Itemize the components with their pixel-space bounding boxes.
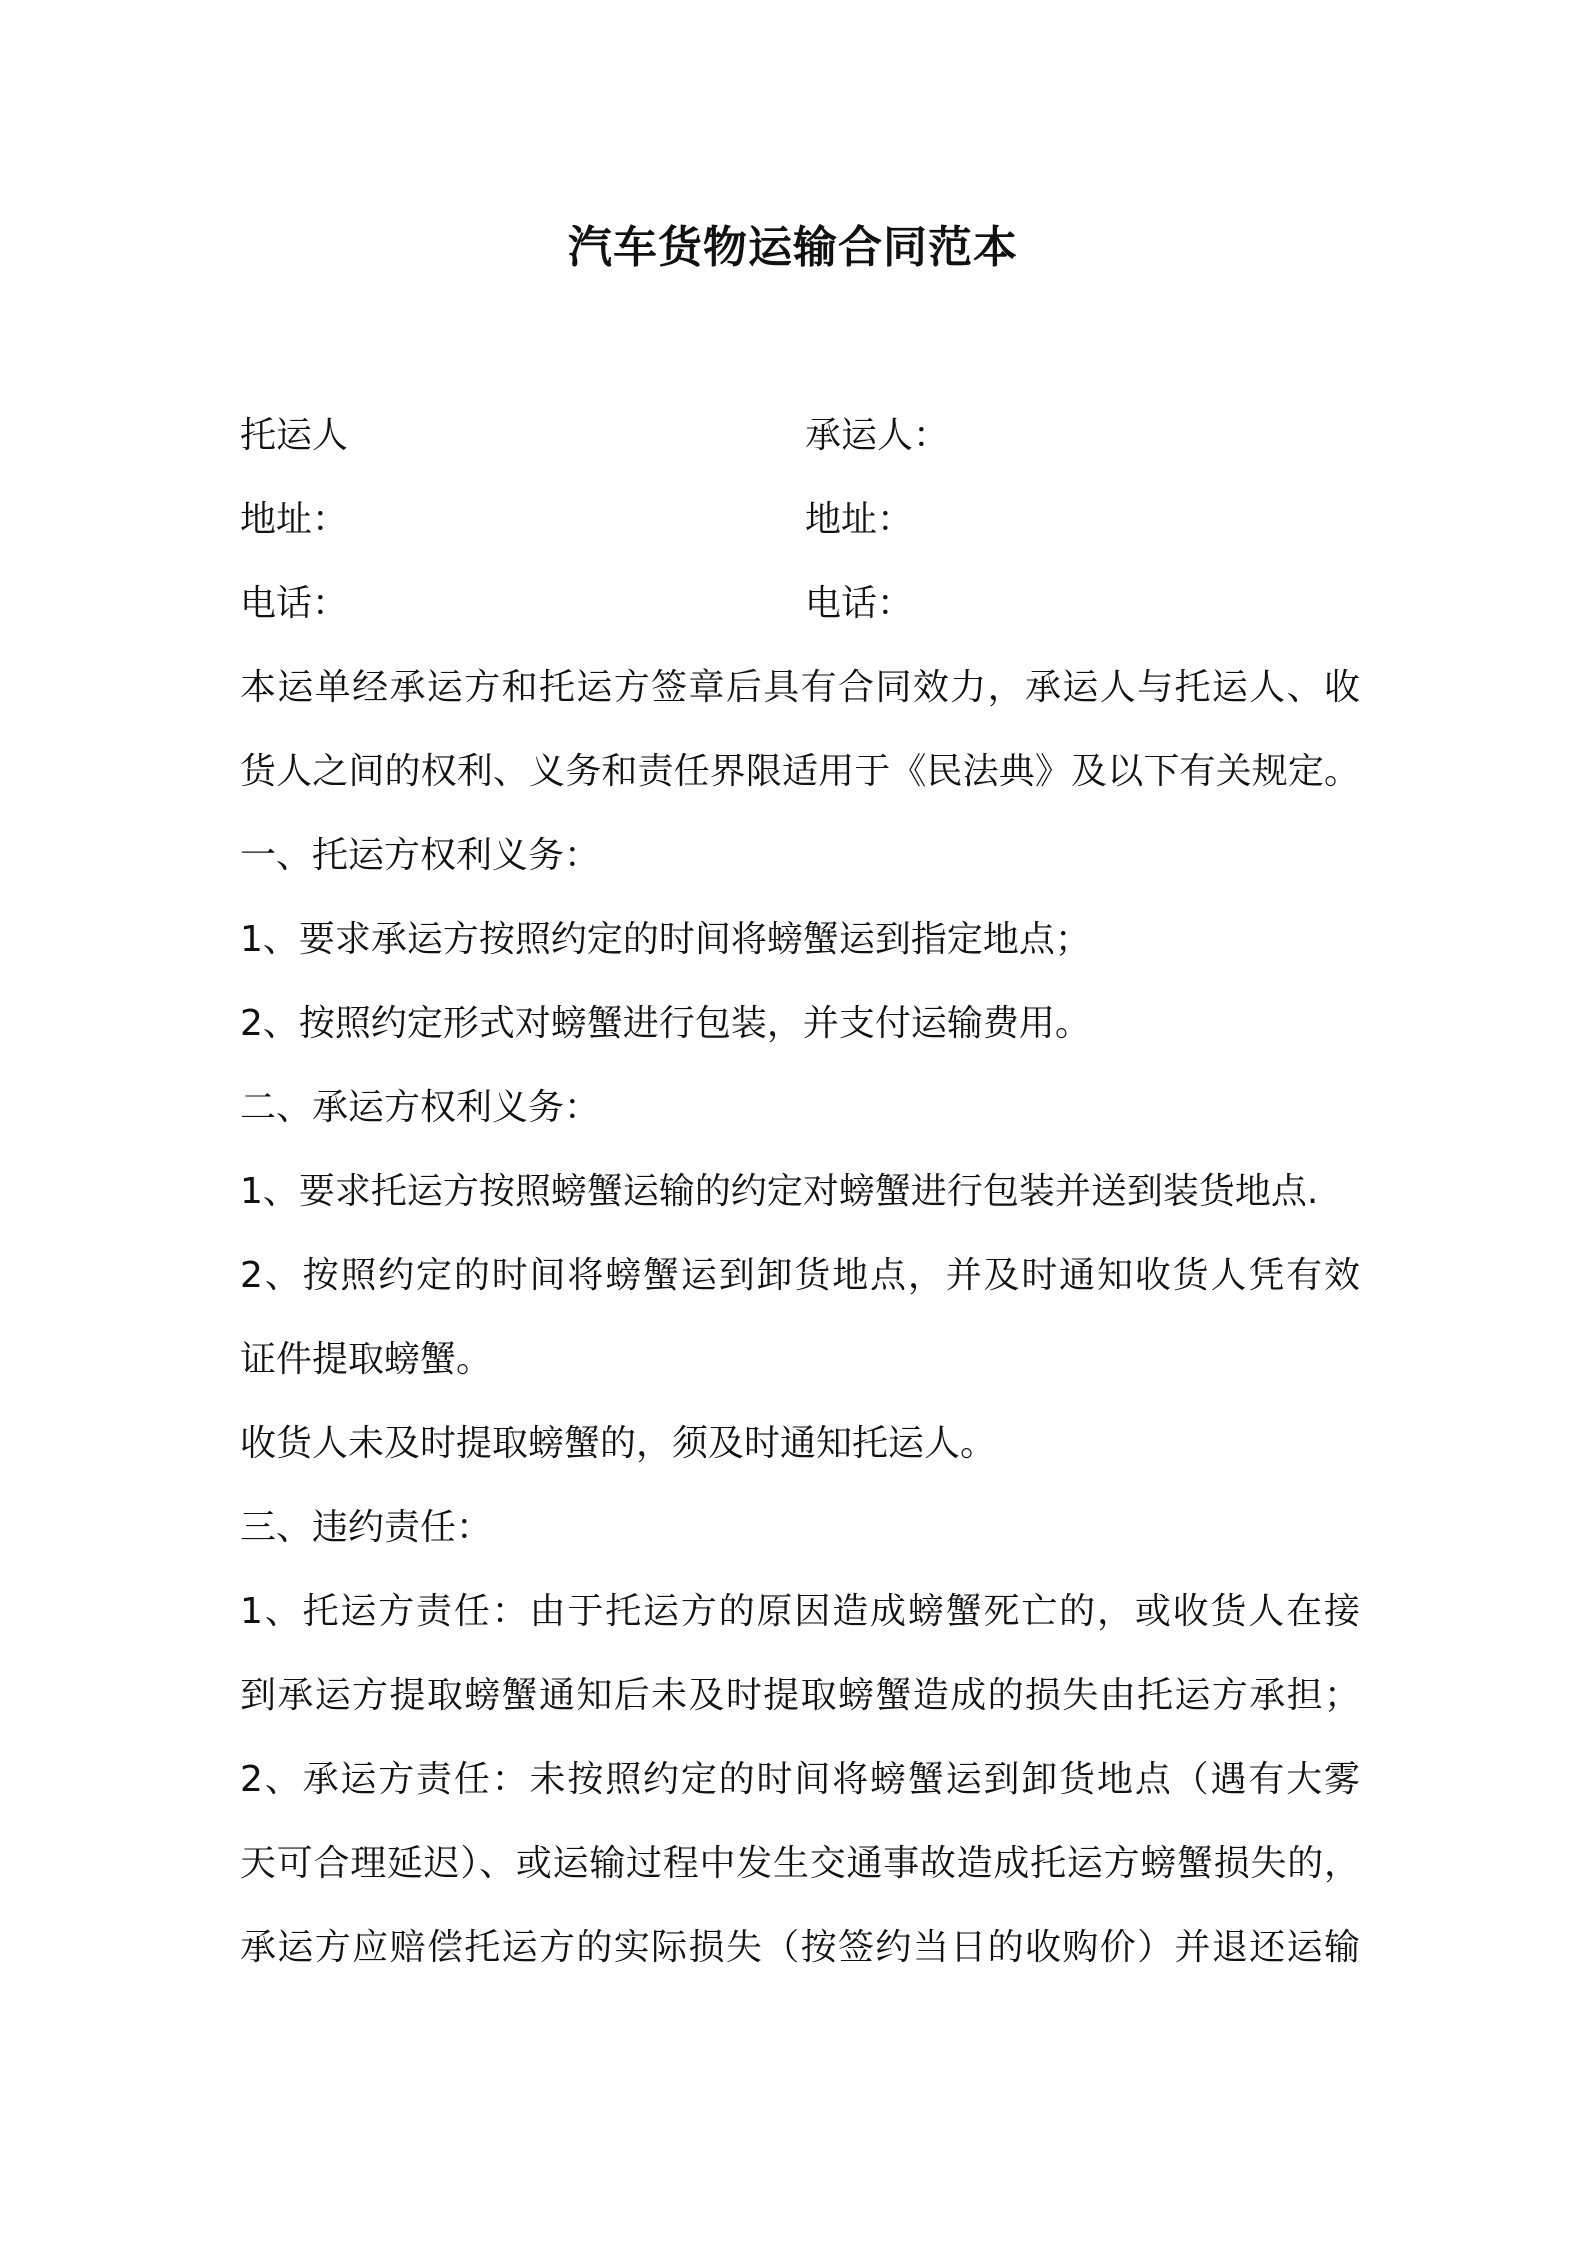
document-title: 汽车货物运输合同范本: [568, 222, 1018, 273]
section3-item1-line: 1、托运方责任：由于托运方的原因造成螃蟹死亡的，或收货人在接: [240, 1591, 1360, 1632]
section3-heading: 三、违约责任：: [240, 1507, 493, 1548]
section2-item2-line: 证件提取螃蟹。: [240, 1339, 493, 1380]
intro-line: 本运单经承运方和托运方签章后具有合同效力，承运人与托运人、收: [240, 667, 1360, 708]
section1-item: 1、要求承运方按照约定的时间将螃蟹运到指定地点；: [240, 919, 1091, 960]
shipper-address-label: 地址：: [240, 499, 349, 540]
section2-item2-line: 2、按照约定的时间将螃蟹运到卸货地点，并及时通知收货人凭有效: [240, 1255, 1360, 1296]
section1-heading: 一、托运方权利义务：: [240, 835, 601, 876]
intro-line: 货人之间的权利、义务和责任界限适用于《民法典》及以下有关规定。: [240, 751, 1360, 792]
carrier-name-label: 承运人：: [805, 415, 950, 456]
section3-item2-line: 承运方应赔偿托运方的实际损失（按签约当日的收购价）并退还运输: [240, 1927, 1360, 1968]
section2-heading: 二、承运方权利义务：: [240, 1087, 601, 1128]
section1-item: 2、按照约定形式对螃蟹进行包装，并支付运输费用。: [240, 1003, 1091, 1044]
shipper-phone-label: 电话：: [240, 583, 349, 624]
carrier-address-label: 地址：: [805, 499, 914, 540]
section3-item2-line: 2、承运方责任：未按照约定的时间将螃蟹运到卸货地点（遇有大雾: [240, 1759, 1360, 1800]
section2-note: 收货人未及时提取螃蟹的，须及时通知托运人。: [240, 1423, 997, 1464]
section3-item2-line: 天可合理延迟）、或运输过程中发生交通事故造成托运方螃蟹损失的，: [240, 1843, 1360, 1884]
carrier-phone-label: 电话：: [805, 583, 914, 624]
section3-item1-line: 到承运方提取螃蟹通知后未及时提取螃蟹造成的损失由托运方承担；: [240, 1675, 1360, 1716]
section2-item1: 1、要求托运方按照螃蟹运输的约定对螃蟹进行包装并送到装货地点.: [240, 1171, 1319, 1212]
shipper-name-label: 托运人: [240, 415, 349, 456]
